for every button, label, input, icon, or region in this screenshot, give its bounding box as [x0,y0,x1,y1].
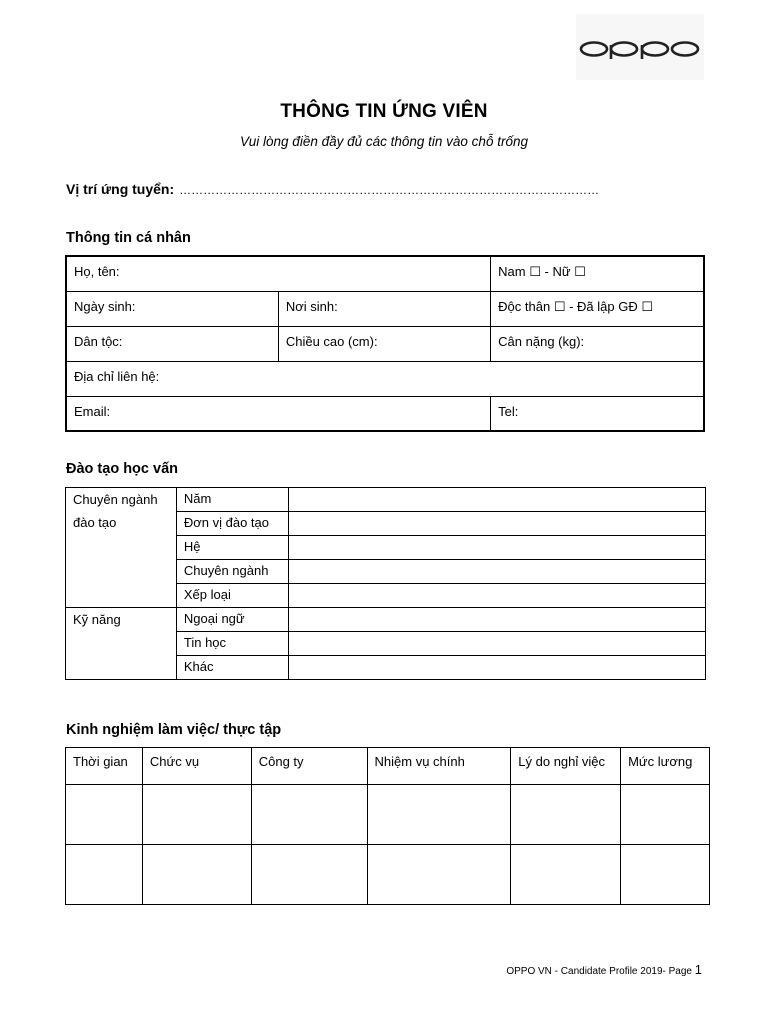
education-row-label: Năm [176,488,288,512]
experience-cell[interactable] [142,845,251,905]
experience-heading: Kinh nghiệm làm việc/ thực tập [66,722,282,738]
skills-language-input[interactable] [288,608,705,632]
experience-cell[interactable] [367,785,511,845]
height-field[interactable]: Chiều cao (cm): [278,326,490,361]
birthplace-field[interactable]: Nơi sinh: [278,291,490,326]
skills-computer-input[interactable] [288,632,705,656]
education-grade-input[interactable] [288,584,705,608]
page-footer [506,962,702,977]
oppo-logo-mark [579,38,701,60]
education-institution-input[interactable] [288,512,705,536]
experience-cell[interactable] [367,845,511,905]
personal-info-table [65,255,705,432]
page-number: 1 [694,962,702,977]
personal-info-heading: Thông tin cá nhân [66,230,191,246]
skills-row-label: Khác [176,656,288,680]
experience-cell[interactable] [511,845,621,905]
page-subtitle: Vui lòng điền đầy đủ các thông tin vào chỗ trống [240,134,528,149]
experience-cell[interactable] [251,845,367,905]
education-major-input[interactable] [288,560,705,584]
skills-label: Kỹ năng [66,608,177,680]
experience-col-header: Thời gian [66,748,143,785]
education-row-label: Chuyên ngành [176,560,288,584]
education-row-label: Đơn vị đào tạo [176,512,288,536]
education-row-label: Xếp loại [176,584,288,608]
experience-cell[interactable] [621,785,710,845]
page-title: THÔNG TIN ỨNG VIÊN [280,101,488,122]
experience-cell[interactable] [142,785,251,845]
experience-cell[interactable] [66,845,143,905]
address-field[interactable]: Địa chỉ liên hệ: [66,361,704,396]
experience-cell[interactable] [511,785,621,845]
experience-cell[interactable] [251,785,367,845]
education-system-input[interactable] [288,536,705,560]
footer-text: OPPO VN - Candidate Profile 2019- Page [506,966,695,977]
education-year-input[interactable] [288,488,705,512]
experience-col-header: Nhiệm vụ chính [367,748,511,785]
experience-col-header: Lý do nghỉ việc [511,748,621,785]
position-applied-row [66,181,599,197]
marital-status-field[interactable]: Độc thân ☐ - Đã lập GĐ ☐ [491,291,704,326]
experience-cell[interactable] [66,785,143,845]
weight-field[interactable]: Cân nặng (kg): [491,326,704,361]
fullname-field[interactable]: Họ, tên: [66,256,491,291]
experience-cell[interactable] [621,845,710,905]
gender-field[interactable]: Nam ☐ - Nữ ☐ [491,256,704,291]
experience-col-header: Chức vụ [142,748,251,785]
position-fill-line[interactable]: …………………………………………………………………………………………… [179,183,600,197]
skills-other-input[interactable] [288,656,705,680]
education-heading: Đào tạo học vấn [66,461,178,477]
skills-row-label: Ngoại ngữ [176,608,288,632]
experience-col-header: Công ty [251,748,367,785]
experience-table [65,747,710,905]
oppo-logo [576,14,704,80]
education-major-label: Chuyên ngành đào tạo [66,488,177,608]
education-table [65,487,706,680]
tel-field[interactable]: Tel: [491,396,704,431]
email-field[interactable]: Email: [66,396,491,431]
ethnicity-field[interactable]: Dân tộc: [66,326,278,361]
education-row-label: Hệ [176,536,288,560]
experience-col-header: Mức lương [621,748,710,785]
position-label: Vị trí ứng tuyển: [66,181,175,197]
dob-field[interactable]: Ngày sinh: [66,291,278,326]
skills-row-label: Tin học [176,632,288,656]
